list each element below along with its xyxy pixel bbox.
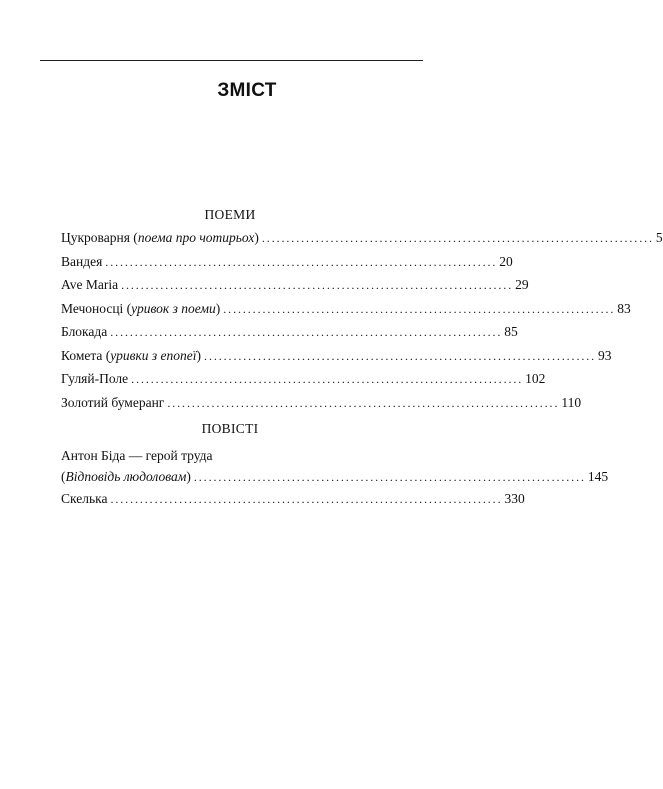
toc-entry[interactable] xyxy=(61,320,518,344)
toc-entry[interactable] xyxy=(61,487,525,511)
toc-entry[interactable] xyxy=(61,391,582,415)
entry-title: Ave Maria xyxy=(61,277,119,292)
dot-leader: ................................................................................ xyxy=(121,278,514,292)
toc-entry[interactable] xyxy=(61,226,663,250)
table-of-contents xyxy=(61,204,663,511)
entry-title: Вандея xyxy=(61,253,103,269)
entry-title: Комета (уривки з епопеї) xyxy=(61,347,202,363)
toc-entry[interactable] xyxy=(61,297,631,321)
page-number: 29 xyxy=(515,277,529,292)
entry-subtitle: (Відповідь людоловам) xyxy=(61,469,191,484)
dot-leader: ................................................................................ xyxy=(223,301,616,316)
page-number: 83 xyxy=(617,300,631,316)
dot-leader: ................................................................................ xyxy=(167,395,560,410)
toc-entry-line[interactable] xyxy=(61,446,399,466)
page-number: 85 xyxy=(504,324,518,339)
dot-leader: ................................................................................ xyxy=(204,348,597,363)
section-heading-poems: ПОЕМИ xyxy=(204,207,256,222)
dot-leader: ................................................................................ xyxy=(105,254,498,269)
page-number: 330 xyxy=(504,491,525,506)
entry-title: Золотий бумеранг xyxy=(61,394,165,410)
dot-leader: ................................................................................ xyxy=(193,470,586,484)
toc-entry[interactable] xyxy=(61,273,529,297)
dot-leader: ................................................................................ xyxy=(110,492,503,506)
page-number: 102 xyxy=(525,371,546,386)
entry-title: Мечоносці (уривок з поеми) xyxy=(61,300,221,316)
page-number: 145 xyxy=(587,469,609,484)
page-number: 20 xyxy=(499,253,513,269)
entry-title: Антон Біда — герой труда xyxy=(61,448,213,463)
entry-title: Цукроварня (поема про чотирьох) xyxy=(61,230,259,245)
dot-leader: ................................................................................ xyxy=(261,231,654,245)
entry-title: Скелька xyxy=(61,491,108,506)
page-number: 93 xyxy=(598,347,612,363)
page-number: 110 xyxy=(561,394,582,410)
header-rule xyxy=(40,60,423,61)
entry-title: Гуляй-Поле xyxy=(61,371,129,386)
dot-leader: ................................................................................ xyxy=(110,325,503,339)
toc-entry[interactable] xyxy=(61,466,609,487)
page-title: ЗМІСТ xyxy=(217,80,277,101)
toc-entry[interactable] xyxy=(61,344,612,368)
toc-entry[interactable] xyxy=(61,250,513,274)
entry-title: Блокада xyxy=(61,324,108,339)
dot-leader: ................................................................................ xyxy=(131,372,524,386)
page-number: 5 xyxy=(655,230,663,245)
toc-entry[interactable] xyxy=(61,367,546,391)
section-heading-novellas: ПОВІСТІ xyxy=(201,421,259,436)
